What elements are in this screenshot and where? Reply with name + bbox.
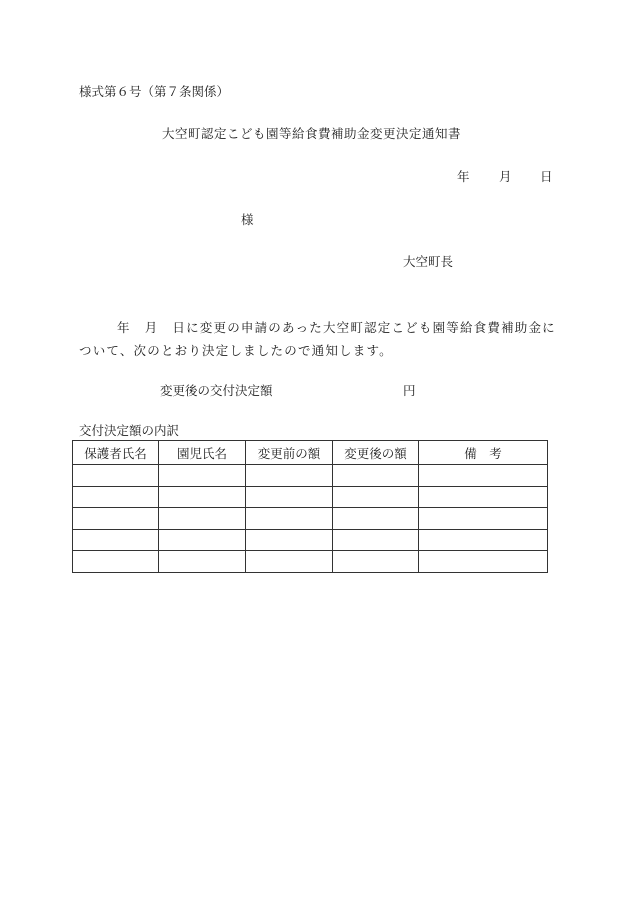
amount-unit: 円 <box>403 383 416 398</box>
header-amount-after: 変更後の額 <box>333 441 419 465</box>
table-cell[interactable] <box>73 465 159 487</box>
date-year-label: 年 <box>457 169 470 184</box>
date-month-label: 月 <box>499 169 512 184</box>
header-child-name: 園児氏名 <box>159 441 246 465</box>
table-cell[interactable] <box>333 486 419 508</box>
table-cell[interactable] <box>419 551 548 573</box>
table-cell[interactable] <box>333 551 419 573</box>
table-cell[interactable] <box>159 486 246 508</box>
table-cell[interactable] <box>246 529 333 551</box>
header-amount-before: 変更前の額 <box>246 441 333 465</box>
table-cell[interactable] <box>73 551 159 573</box>
amount-label: 変更後の交付決定額 <box>160 383 273 398</box>
table-row <box>73 486 548 508</box>
breakdown-table <box>72 440 548 573</box>
table-row <box>73 551 548 573</box>
header-remarks: 備 考 <box>419 441 548 465</box>
form-number: 様式第６号（第７条関係） <box>79 84 230 99</box>
body-paragraph-line1 <box>79 318 556 336</box>
breakdown-caption: 交付決定額の内訳 <box>79 423 180 438</box>
body-month-label: 月 <box>144 320 159 335</box>
issuer-name: 大空町長 <box>403 254 454 269</box>
recipient-honorific: 様 <box>241 212 254 227</box>
table-cell[interactable] <box>333 508 419 530</box>
table-cell[interactable] <box>246 508 333 530</box>
table-cell[interactable] <box>159 529 246 551</box>
table-cell[interactable] <box>159 465 246 487</box>
table-cell[interactable] <box>419 486 548 508</box>
date-day-label: 日 <box>540 169 553 184</box>
table-row <box>73 465 548 487</box>
header-guardian-name: 保護者氏名 <box>73 441 159 465</box>
table-cell[interactable] <box>73 529 159 551</box>
table-cell[interactable] <box>73 508 159 530</box>
table-cell[interactable] <box>159 551 246 573</box>
table-cell[interactable] <box>159 508 246 530</box>
table-row <box>73 529 548 551</box>
table-cell[interactable] <box>246 486 333 508</box>
body-year-label: 年 <box>117 320 131 335</box>
body-paragraph-line2: ついて、次のとおり決定しましたので通知します。 <box>79 343 393 358</box>
table-cell[interactable] <box>419 465 548 487</box>
document-title: 大空町認定こども園等給食費補助金変更決定通知書 <box>162 126 462 141</box>
table-cell[interactable] <box>333 529 419 551</box>
table-cell[interactable] <box>246 465 333 487</box>
table-cell[interactable] <box>419 508 548 530</box>
body-text: 日に変更の申請のあった大空町認定こども園等給食費補助金に <box>172 320 556 335</box>
table-cell[interactable] <box>246 551 333 573</box>
table-header-row <box>73 441 548 465</box>
table-cell[interactable] <box>73 486 159 508</box>
table-row <box>73 508 548 530</box>
table-cell[interactable] <box>419 529 548 551</box>
table-cell[interactable] <box>333 465 419 487</box>
